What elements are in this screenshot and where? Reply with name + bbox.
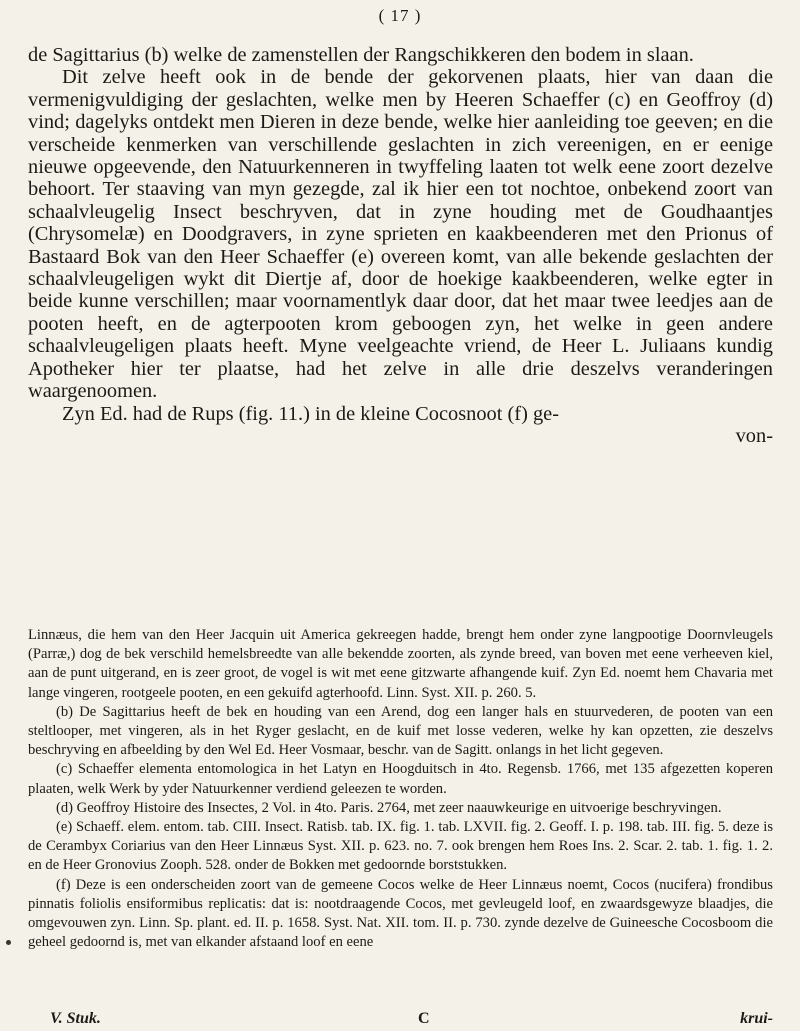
volume-mark: V. Stuk. [50,1010,101,1027]
page-number: ( 17 ) [378,6,422,25]
paragraph-2: Dit zelve heeft ook in de bende der gekorvenen plaats, hier van daan die vermenigvuldiging der geslachten, welke men by Heeren Schaeffer (c) en Geoffroy (d) vind; dagelyks ontdekt men Dieren in deze bende, welke hier aanleiding toe geeven; en die verscheide kenmerken van verschillende geslachten in zich vereenigen, en er eenige nieuwe opgeevende, den Natuurkenneren in twyffeling laaten tot welk eene zoort dezelve behoort. Ter staaving van myn gezegde, zal ik hier een tot nochtoe, onbekend zoort van schaalvleugelig Insect beschryven, dat in zyne houding met de Goudhaantjes (Chrysomelæ) en Doodgravers, in zyne sprieten en kaakbeenderen met den Prionus of Bastaard Bok van den Heer Schaeffer (e) overeen komt, van alle bekende geslachten der schaalvleugeligen wykt dit Diertje af, door de hoekige kaakbeenderen, welke egter in beide kunne verschillen; maar voornamentlyk daar door, dat het maar twee leedjes aan de pooten heeft, en de agterpooten krom geboogen zyn, het welke in geen andere schaalvleugeligen plaats heeft. Myne veelgeachte vriend, de Heer L. Juliaans kundig Apotheker hier ter plaatse, had het zelve in alle drie deszelvs veranderingen waargenoomen. [28,66,773,403]
catchword-footer: krui- [740,1010,773,1027]
footnotes [28,626,773,952]
footnote-b: (b) De Sagittarius heeft de bek en houding van een Arend, dog een langer hals en stuurvederen, de pooten van een steltlooper, met vingeren, als in het Ryger geslacht, en de kuif met losse vederen, welke hy kan opzetten, zie deszelvs beschryving en afbeelding by den Wel Ed. Heer Vosmaar, beschr. van de Sagitt. onlangs in het licht gegeven. [28,703,773,759]
catchword: von- [735,424,773,447]
footnote-c: (c) Schaeffer elementa entomologica in het Latyn en Hoogduitsch in 4to. Regensb. 1766, met 135 afgezetten koperen plaaten, welk Werk by yder Natuurkenner verdiend geleezen te worden. [28,761,773,797]
main-text [28,44,773,447]
paragraph-1: de Sagittarius (b) welke de zamenstellen der Rangschikkeren den bodem in slaan. [28,44,694,66]
gathering-mark: C [418,1010,430,1027]
footnote-f: (f) Deze is een onderscheiden zoort van de gemeene Cocos welke de Heer Linnæus noemt, Cocos (nucifera) frondibus pinnatis foliolis ensiformibus replicatis: dat is: nootdraagende Cocos, met gevleugeld loof, en zwaardsgewyze blaadjes, die omgevouwen zyn. Linn. Sp. plant. ed. II. p. 1658. Syst. Nat. XII. tom. II. p. 730. zynde dezelve de Guineesche Cocosboom die geheel gedoornd is, met van elkander afstaand loof en eene [28,876,773,951]
paragraph-3: Zyn Ed. had de Rups (fig. 11.) in de kleine Cocosnoot (f) ge- [62,402,560,425]
ink-spot [6,940,11,945]
footnote-d: (d) Geoffroy Histoire des Insectes, 2 Vol. in 4to. Paris. 2764, met zeer naauwkeurige en uitvoerige beschryvingen. [56,799,722,816]
footnote-e: (e) Schaeff. elem. entom. tab. CIII. Insect. Ratisb. tab. IX. fig. 1. tab. LXVII. fig. 2. Geoff. I. p. 198. tab. III. fig. 5. deze is de Cerambyx Coriarius van den Heer Linnæus Syst. XII. p. 623. no. 7. ook brengen hem Roes Ins. 2. Scar. 2. tab. 1. fig. 1. 2. en de Heer Gronovius Zooph. 528. onder de Bokken met gedoornde borststukken. [28,819,773,874]
footnote-intro: Linnæus, die hem van den Heer Jacquin uit America gekreegen hadde, brengt hem onder zyne langpootige Doornvleugels (Parræ,) dog de bek verschild hemelsbreedte van alle bekendde zoorten, als zynde breed, van boven met eene verheeven kiel, aan de punt uitgerand, en is zeer groot, de vogel is wit met eene gitzwarte afhangende kuif. Zyn Ed. noemt hem Chavaria met lange vingeren, rootgeele pooten, en een gekuifd agterhoofd. Linn. Syst. XII. p. 260. 5. [28,627,773,701]
